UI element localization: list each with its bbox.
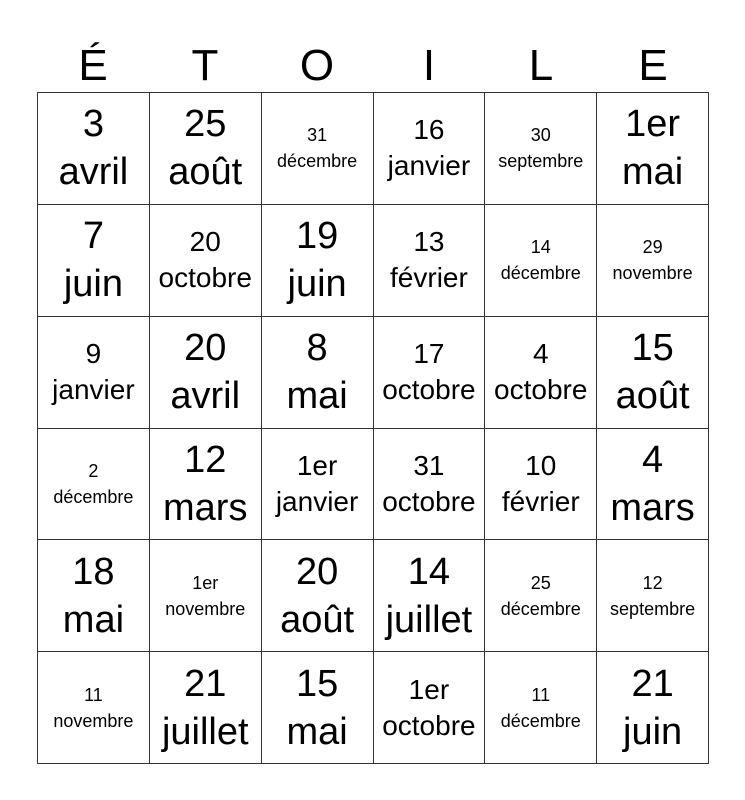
- cell-month: décembre: [277, 151, 358, 172]
- cell-day: 20: [189, 226, 221, 258]
- cell-month: décembre: [500, 598, 581, 619]
- cell-day: 4: [532, 338, 549, 370]
- cell-day: 15: [295, 662, 339, 705]
- cell-month: mars: [163, 486, 248, 529]
- cell-month: août: [168, 151, 243, 194]
- cell-month: juin: [287, 263, 347, 306]
- cell-day: 11: [84, 684, 103, 705]
- cell-month: août: [615, 375, 690, 418]
- bingo-cell[interactable]: [150, 93, 262, 205]
- cell-day: 19: [295, 215, 339, 258]
- cell-month: juin: [63, 263, 123, 306]
- cell-month: janvier: [275, 485, 359, 517]
- bingo-cell[interactable]: [597, 540, 709, 652]
- bingo-cell[interactable]: [38, 429, 150, 541]
- header-letter: I: [422, 41, 436, 90]
- bingo-cell[interactable]: [374, 429, 486, 541]
- cell-day: 31: [307, 125, 328, 146]
- bingo-cell[interactable]: [374, 652, 486, 764]
- bingo-cell[interactable]: [262, 652, 374, 764]
- bingo-cell[interactable]: [485, 317, 597, 429]
- cell-month: avril: [170, 375, 241, 418]
- bingo-cell[interactable]: [597, 652, 709, 764]
- bingo-cell[interactable]: [374, 93, 486, 205]
- cell-month: novembre: [53, 710, 134, 731]
- cell-month: avril: [58, 151, 129, 194]
- bingo-cell[interactable]: [38, 317, 150, 429]
- bingo-cell[interactable]: [597, 317, 709, 429]
- cell-month: mars: [610, 486, 695, 529]
- bingo-cell[interactable]: [374, 205, 486, 317]
- bingo-cell[interactable]: [262, 317, 374, 429]
- cell-day: 9: [85, 338, 102, 370]
- cell-month: octobre: [382, 485, 476, 517]
- bingo-header: [37, 40, 709, 92]
- cell-month: octobre: [158, 262, 252, 294]
- bingo-cell[interactable]: [38, 93, 150, 205]
- cell-month: juin: [623, 710, 683, 753]
- header-letter: O: [299, 41, 335, 90]
- cell-month: janvier: [52, 374, 135, 406]
- cell-day: 1er: [192, 572, 219, 593]
- cell-month: juillet: [385, 598, 473, 641]
- cell-day: 11: [531, 684, 551, 705]
- cell-day: 12: [642, 572, 663, 593]
- cell-month: décembre: [53, 486, 134, 507]
- bingo-cell[interactable]: [38, 652, 150, 764]
- bingo-cell[interactable]: [597, 93, 709, 205]
- cell-month: novembre: [165, 598, 246, 619]
- cell-day: 14: [530, 237, 551, 258]
- bingo-cell[interactable]: [485, 429, 597, 541]
- header-letter: É: [78, 41, 108, 90]
- cell-day: 29: [642, 237, 663, 258]
- cell-day: 14: [407, 550, 451, 593]
- cell-day: 25: [184, 103, 227, 146]
- cell-month: décembre: [500, 710, 581, 731]
- cell-day: 7: [82, 215, 104, 258]
- bingo-cell[interactable]: [262, 540, 374, 652]
- bingo-cell[interactable]: [150, 540, 262, 652]
- bingo-cell[interactable]: [485, 93, 597, 205]
- cell-day: 12: [184, 438, 227, 481]
- cell-day: 25: [530, 572, 551, 593]
- bingo-cell[interactable]: [262, 93, 374, 205]
- cell-month: octobre: [382, 709, 476, 741]
- cell-day: 4: [642, 438, 664, 481]
- bingo-cell[interactable]: [485, 205, 597, 317]
- bingo-cell[interactable]: [150, 652, 262, 764]
- bingo-cell[interactable]: [485, 652, 597, 764]
- cell-month: novembre: [612, 263, 693, 284]
- cell-day: 20: [295, 550, 339, 593]
- cell-month: mai: [621, 151, 684, 194]
- cell-day: 20: [184, 327, 227, 370]
- cell-day: 1er: [408, 673, 450, 705]
- bingo-cell[interactable]: [150, 317, 262, 429]
- cell-month: mai: [286, 710, 348, 753]
- bingo-cell[interactable]: [150, 429, 262, 541]
- cell-day: 3: [82, 103, 104, 146]
- cell-day: 2: [88, 460, 99, 481]
- cell-day: 18: [72, 550, 115, 593]
- cell-day: 31: [413, 449, 445, 481]
- bingo-cell[interactable]: [374, 317, 486, 429]
- cell-day: 1er: [296, 449, 338, 481]
- cell-month: juillet: [161, 710, 249, 753]
- cell-month: septembre: [498, 151, 584, 172]
- cell-month: décembre: [500, 263, 581, 284]
- bingo-cell[interactable]: [597, 429, 709, 541]
- cell-day: 16: [413, 114, 445, 146]
- bingo-cell[interactable]: [597, 205, 709, 317]
- cell-month: février: [501, 485, 580, 517]
- bingo-cell[interactable]: [262, 205, 374, 317]
- bingo-cell[interactable]: [38, 205, 150, 317]
- cell-month: mai: [62, 598, 125, 641]
- cell-day: 17: [413, 338, 445, 370]
- header-letter: T: [191, 41, 219, 90]
- cell-day: 1er: [625, 103, 681, 146]
- bingo-cell[interactable]: [150, 205, 262, 317]
- cell-month: mai: [286, 375, 348, 418]
- bingo-cell[interactable]: [374, 540, 486, 652]
- cell-month: août: [280, 598, 355, 641]
- cell-month: octobre: [382, 374, 476, 406]
- cell-day: 21: [184, 662, 227, 705]
- cell-day: 13: [413, 226, 445, 258]
- bingo-cell[interactable]: [262, 429, 374, 541]
- cell-month: septembre: [610, 598, 696, 619]
- cell-month: février: [390, 262, 468, 294]
- bingo-board: [37, 92, 709, 764]
- cell-month: janvier: [387, 150, 471, 182]
- cell-day: 10: [525, 449, 557, 481]
- bingo-cell[interactable]: [485, 540, 597, 652]
- cell-day: 21: [631, 662, 674, 705]
- header-letter: E: [638, 41, 668, 90]
- cell-day: 30: [530, 125, 551, 146]
- header-letter: L: [528, 41, 554, 90]
- bingo-cell[interactable]: [38, 540, 150, 652]
- cell-day: 8: [306, 327, 328, 370]
- cell-month: octobre: [494, 374, 588, 406]
- cell-day: 15: [631, 327, 674, 370]
